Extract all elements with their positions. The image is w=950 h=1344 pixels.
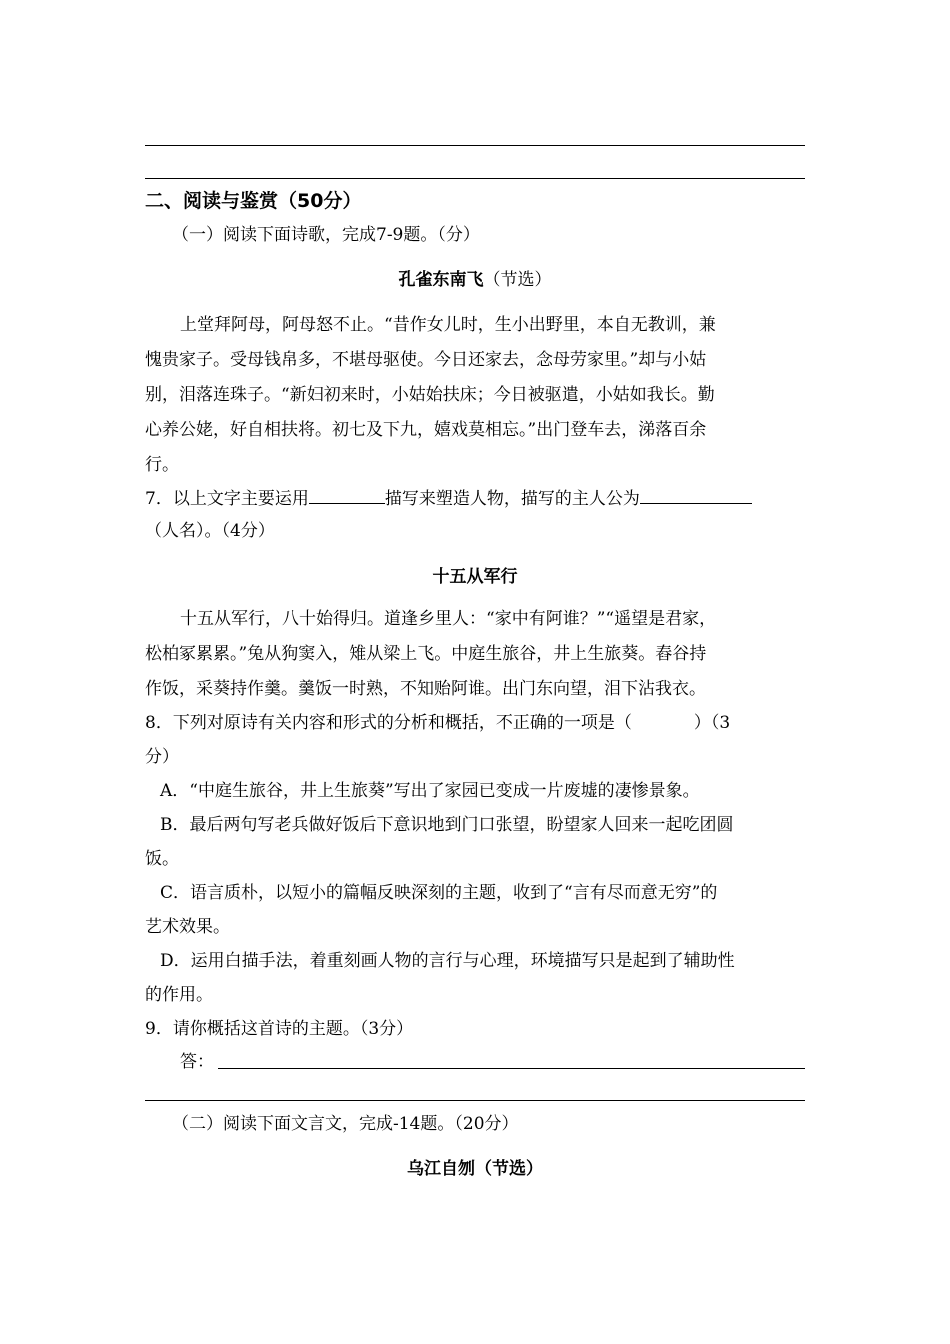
q8-stem-a: 8．下列对原诗有关内容和形式的分析和概括，不正确的一项是（ (145, 713, 632, 733)
q8-option-a: A．“中庭生旅谷，井上生旅葵”写出了家园已变成一片废墟的凄惨景象。 (160, 781, 700, 801)
q8-option-d-cont: 的作用。 (145, 985, 213, 1005)
q7-part-b: 描写来塑造人物，描写的主人公为 (384, 489, 640, 509)
q9-answer-label: 答： (180, 1052, 214, 1072)
part2-intro: （二）阅读下面文言文，完成-14题。（20分） (172, 1114, 519, 1134)
poem1-line: 别，泪落连珠子。“新妇初来时，小姑始扶床；今日被驱遣，小姑如我长。勤 (145, 385, 715, 405)
poem1-line: 上堂拜阿母，阿母怒不止。“昔作女儿时，生小出野里，本自无教训，兼 (180, 315, 716, 335)
q7-blank-name[interactable] (640, 485, 752, 504)
answer-line (145, 178, 805, 179)
section-title: 二、阅读与鉴赏（50分） (145, 190, 362, 212)
q8-option-b: B．最后两句写老兵做好饭后下意识地到门口张望，盼望家人回来一起吃团圆 (160, 815, 734, 835)
q8-option-c: C．语言质朴，以短小的篇幅反映深刻的主题，收到了“言有尽而意无穷”的 (160, 883, 718, 903)
poem1-title: 孔雀东南飞 (398, 270, 484, 290)
q8-option-b-cont: 饭。 (145, 849, 179, 869)
q9-answer-line[interactable] (218, 1068, 805, 1069)
poem2-title: 十五从军行 (432, 567, 518, 587)
poem2-line: 作饭，采葵持作羹。羹饭一时熟，不知贻阿谁。出门东向望，泪下沾我衣。 (145, 679, 706, 699)
poem1-title-row (145, 268, 805, 292)
question-8-stem (145, 711, 730, 735)
question-7 (145, 485, 752, 511)
poem1-line: 心养公姥，好自相扶将。初七及下九，嬉戏莫相忘。”出门登车去，涕落百余 (145, 420, 707, 440)
poem1-title-note: （节选） (483, 270, 552, 290)
poem2-line: 松柏冢累累。”兔从狗窦入，雉从梁上飞。中庭生旅谷，井上生旅葵。舂谷持 (145, 644, 707, 664)
q7-blank-method[interactable] (309, 485, 385, 504)
answer-line (145, 145, 805, 146)
q8-stem-line2: 分） (145, 747, 179, 767)
part1-intro: （一）阅读下面诗歌，完成7-9题。（分） (172, 225, 480, 245)
q8-option-d: D．运用白描手法，着重刻画人物的言行与心理，环境描写只是起到了辅助性 (160, 951, 735, 971)
q7-line2: （人名）。（4分） (145, 521, 275, 541)
q8-option-c-cont: 艺术效果。 (145, 917, 230, 937)
poem2-line: 十五从军行，八十始得归。道逢乡里人：“家中有阿谁？”“遥望是君家， (180, 609, 717, 629)
poem1-line: 行。 (145, 455, 179, 475)
q8-stem-b: ）（3 (693, 713, 731, 733)
q7-part-a: 7．以上文字主要运用 (145, 489, 309, 509)
question-9: 9．请你概括这首诗的主题。（3分） (145, 1019, 414, 1039)
poem1-line: 愧贵家子。受母钱帛多，不堪母驱使。今日还家去，念母劳家里。”却与小姑 (145, 350, 707, 370)
q9-answer-line[interactable] (145, 1100, 805, 1101)
text3-title: 乌江自刎（节选） (407, 1159, 543, 1179)
